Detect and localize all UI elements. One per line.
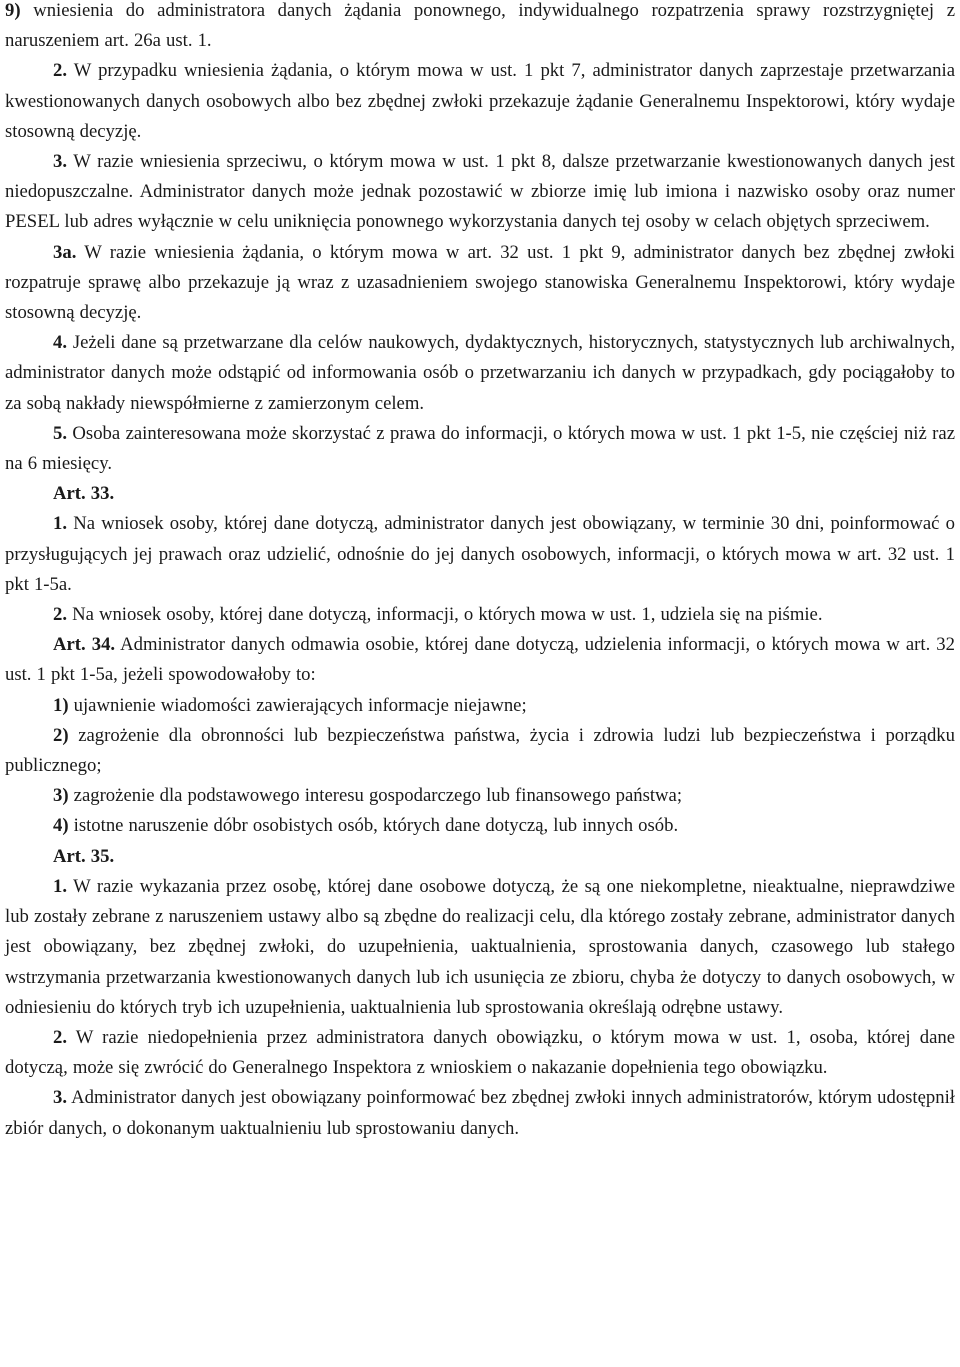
paragraph-text: Administrator danych odmawia osobie, której dane dotyczą, udzielenia informacji, o których mowa w art. 32 ust. 1 pkt 1-5a, jeżeli spowodowałoby to: bbox=[5, 634, 955, 686]
item-number: 3) bbox=[53, 785, 69, 807]
list-item bbox=[5, 781, 955, 811]
item-number: 1. bbox=[53, 513, 68, 535]
paragraph bbox=[5, 509, 955, 600]
paragraph bbox=[5, 872, 955, 1023]
item-number: 3a. bbox=[53, 241, 77, 263]
paragraph-text: wniesienia do administratora danych żądania ponownego, indywidualnego rozpatrzenia sprawy rozstrzygniętej z naruszeniem art. 26a ust. 1. bbox=[5, 0, 955, 52]
paragraph bbox=[5, 600, 955, 630]
item-number: 2. bbox=[53, 60, 68, 82]
paragraph-text: zagrożenie dla obronności lub bezpieczeństwa państwa, życia i zdrowia ludzi lub bezpieczeństwa i porządku publicznego; bbox=[5, 724, 955, 777]
paragraph bbox=[5, 0, 955, 56]
paragraph-text: W przypadku wniesienia żądania, o którym mowa w ust. 1 pkt 7, administrator danych zaprzestaje przetwarzania kwestionowanych danych osobowych albo bez zbędnej zwłoki przekazuje żądanie Generalnemu Inspektorowi, który wydaje stosowną decyzję. bbox=[5, 60, 955, 142]
article-paragraph bbox=[5, 630, 955, 690]
paragraph-text: W razie wykazania przez osobę, której dane osobowe dotyczą, że są one niekompletne, nieaktualne, nieprawdziwe lub zostały zebrane z naruszeniem ustawy albo są zbędne do realizacji celu, dla którego zostały zebrane, administrator danych jest obowiązany, bez zbędnej zwłoki, do uzupełnienia, uaktualnienia, sprostowania danych, czasowego lub stałego wstrzymania przetwarzania kwestionowanych danych lub ich usunięcia ze zbioru, chyba że dotyczy to danych osobowych, w odniesieniu do których tryb ich uzupełnienia, uaktualnienia lub sprostowania określają odrębne ustawy. bbox=[5, 875, 955, 1018]
paragraph-text: Na wniosek osoby, której dane dotyczą, administrator danych jest obowiązany, w terminie 30 dni, poinformować o przysługujących jej prawach oraz udzielić, odnośnie do jej danych osobowych, informacji, o których mowa w art. 32 ust. 1 pkt 1-5a. bbox=[5, 513, 955, 595]
item-number: 2) bbox=[53, 724, 69, 746]
item-number: 4) bbox=[53, 815, 69, 837]
article-number: Art. 35. bbox=[53, 845, 115, 867]
paragraph-text: W razie niedopełnienia przez administratora danych obowiązku, o którym mowa w ust. 1, osoba, której dane dotyczą, może się zwrócić do Generalnego Inspektora z wnioskiem o nakazanie dopełnienia tego obowiązku. bbox=[5, 1026, 955, 1079]
paragraph-text: Administrator danych jest obowiązany poinformować bez zbędnej zwłoki innych administratorów, którym udostępnił zbiór danych, o dokonanym uaktualnieniu lub sprostowaniu danych. bbox=[5, 1087, 955, 1139]
paragraph-text: Na wniosek osoby, której dane dotyczą, informacji, o których mowa w ust. 1, udziela się na piśmie. bbox=[67, 604, 823, 626]
item-number: 1) bbox=[53, 694, 69, 716]
article-heading bbox=[5, 842, 955, 872]
paragraph bbox=[5, 238, 955, 329]
paragraph-text: ujawnienie wiadomości zawierających informacje niejawne; bbox=[68, 694, 527, 716]
item-number: 4. bbox=[53, 332, 68, 354]
paragraph-text: W razie wniesienia sprzeciwu, o którym mowa w ust. 1 pkt 8, dalsze przetwarzanie kwestionowanych danych jest niedopuszczalne. Administrator danych może jednak pozostawić w zbiorze imię lub imiona i nazwisko osoby oraz numer PESEL lub adres wyłącznie w celu uniknięcia ponownego wykorzystania danych tej osoby w celach objętych sprzeciwem. bbox=[5, 151, 955, 233]
paragraph bbox=[5, 419, 955, 479]
item-number: 1. bbox=[53, 875, 68, 897]
paragraph-text: W razie wniesienia żądania, o którym mowa w art. 32 ust. 1 pkt 9, administrator danych bez zbędnej zwłoki rozpatruje sprawę albo przekazuje ją wraz z uzasadnieniem swojego stanowiska Generalnemu Inspektorowi, który wydaje stosowną decyzję. bbox=[5, 241, 955, 324]
list-item bbox=[5, 811, 955, 841]
article-heading bbox=[5, 479, 955, 509]
item-number: 3. bbox=[53, 1087, 68, 1109]
item-number: 3. bbox=[53, 151, 68, 173]
list-item bbox=[5, 691, 955, 721]
paragraph bbox=[5, 56, 955, 147]
article-number: Art. 33. bbox=[53, 483, 115, 505]
paragraph bbox=[5, 1023, 955, 1083]
item-number: 2. bbox=[53, 604, 68, 626]
paragraph-text: zagrożenie dla podstawowego interesu gospodarczego lub finansowego państwa; bbox=[68, 785, 683, 807]
item-number: 9) bbox=[5, 0, 21, 21]
paragraph-text: Jeżeli dane są przetwarzane dla celów naukowych, dydaktycznych, historycznych, statystycznych lub archiwalnych, administrator danych może odstąpić od informowania osób o przetwarzaniu ich danych w przypadkach, gdy pociągałoby to za sobą nakłady niewspółmierne z zamierzonym celem. bbox=[5, 332, 955, 414]
paragraph bbox=[5, 147, 955, 238]
paragraph-text: istotne naruszenie dóbr osobistych osób, których dane dotyczą, lub innych osób. bbox=[68, 815, 679, 837]
item-number: 2. bbox=[53, 1026, 68, 1048]
list-item bbox=[5, 721, 955, 781]
article-number: Art. 34. bbox=[53, 634, 116, 656]
item-number: 5. bbox=[53, 422, 68, 444]
paragraph-text: Osoba zainteresowana może skorzystać z prawa do informacji, o których mowa w ust. 1 pkt 1-5, nie częściej niż raz na 6 miesięcy. bbox=[5, 422, 955, 475]
paragraph bbox=[5, 328, 955, 419]
paragraph bbox=[5, 1083, 955, 1143]
